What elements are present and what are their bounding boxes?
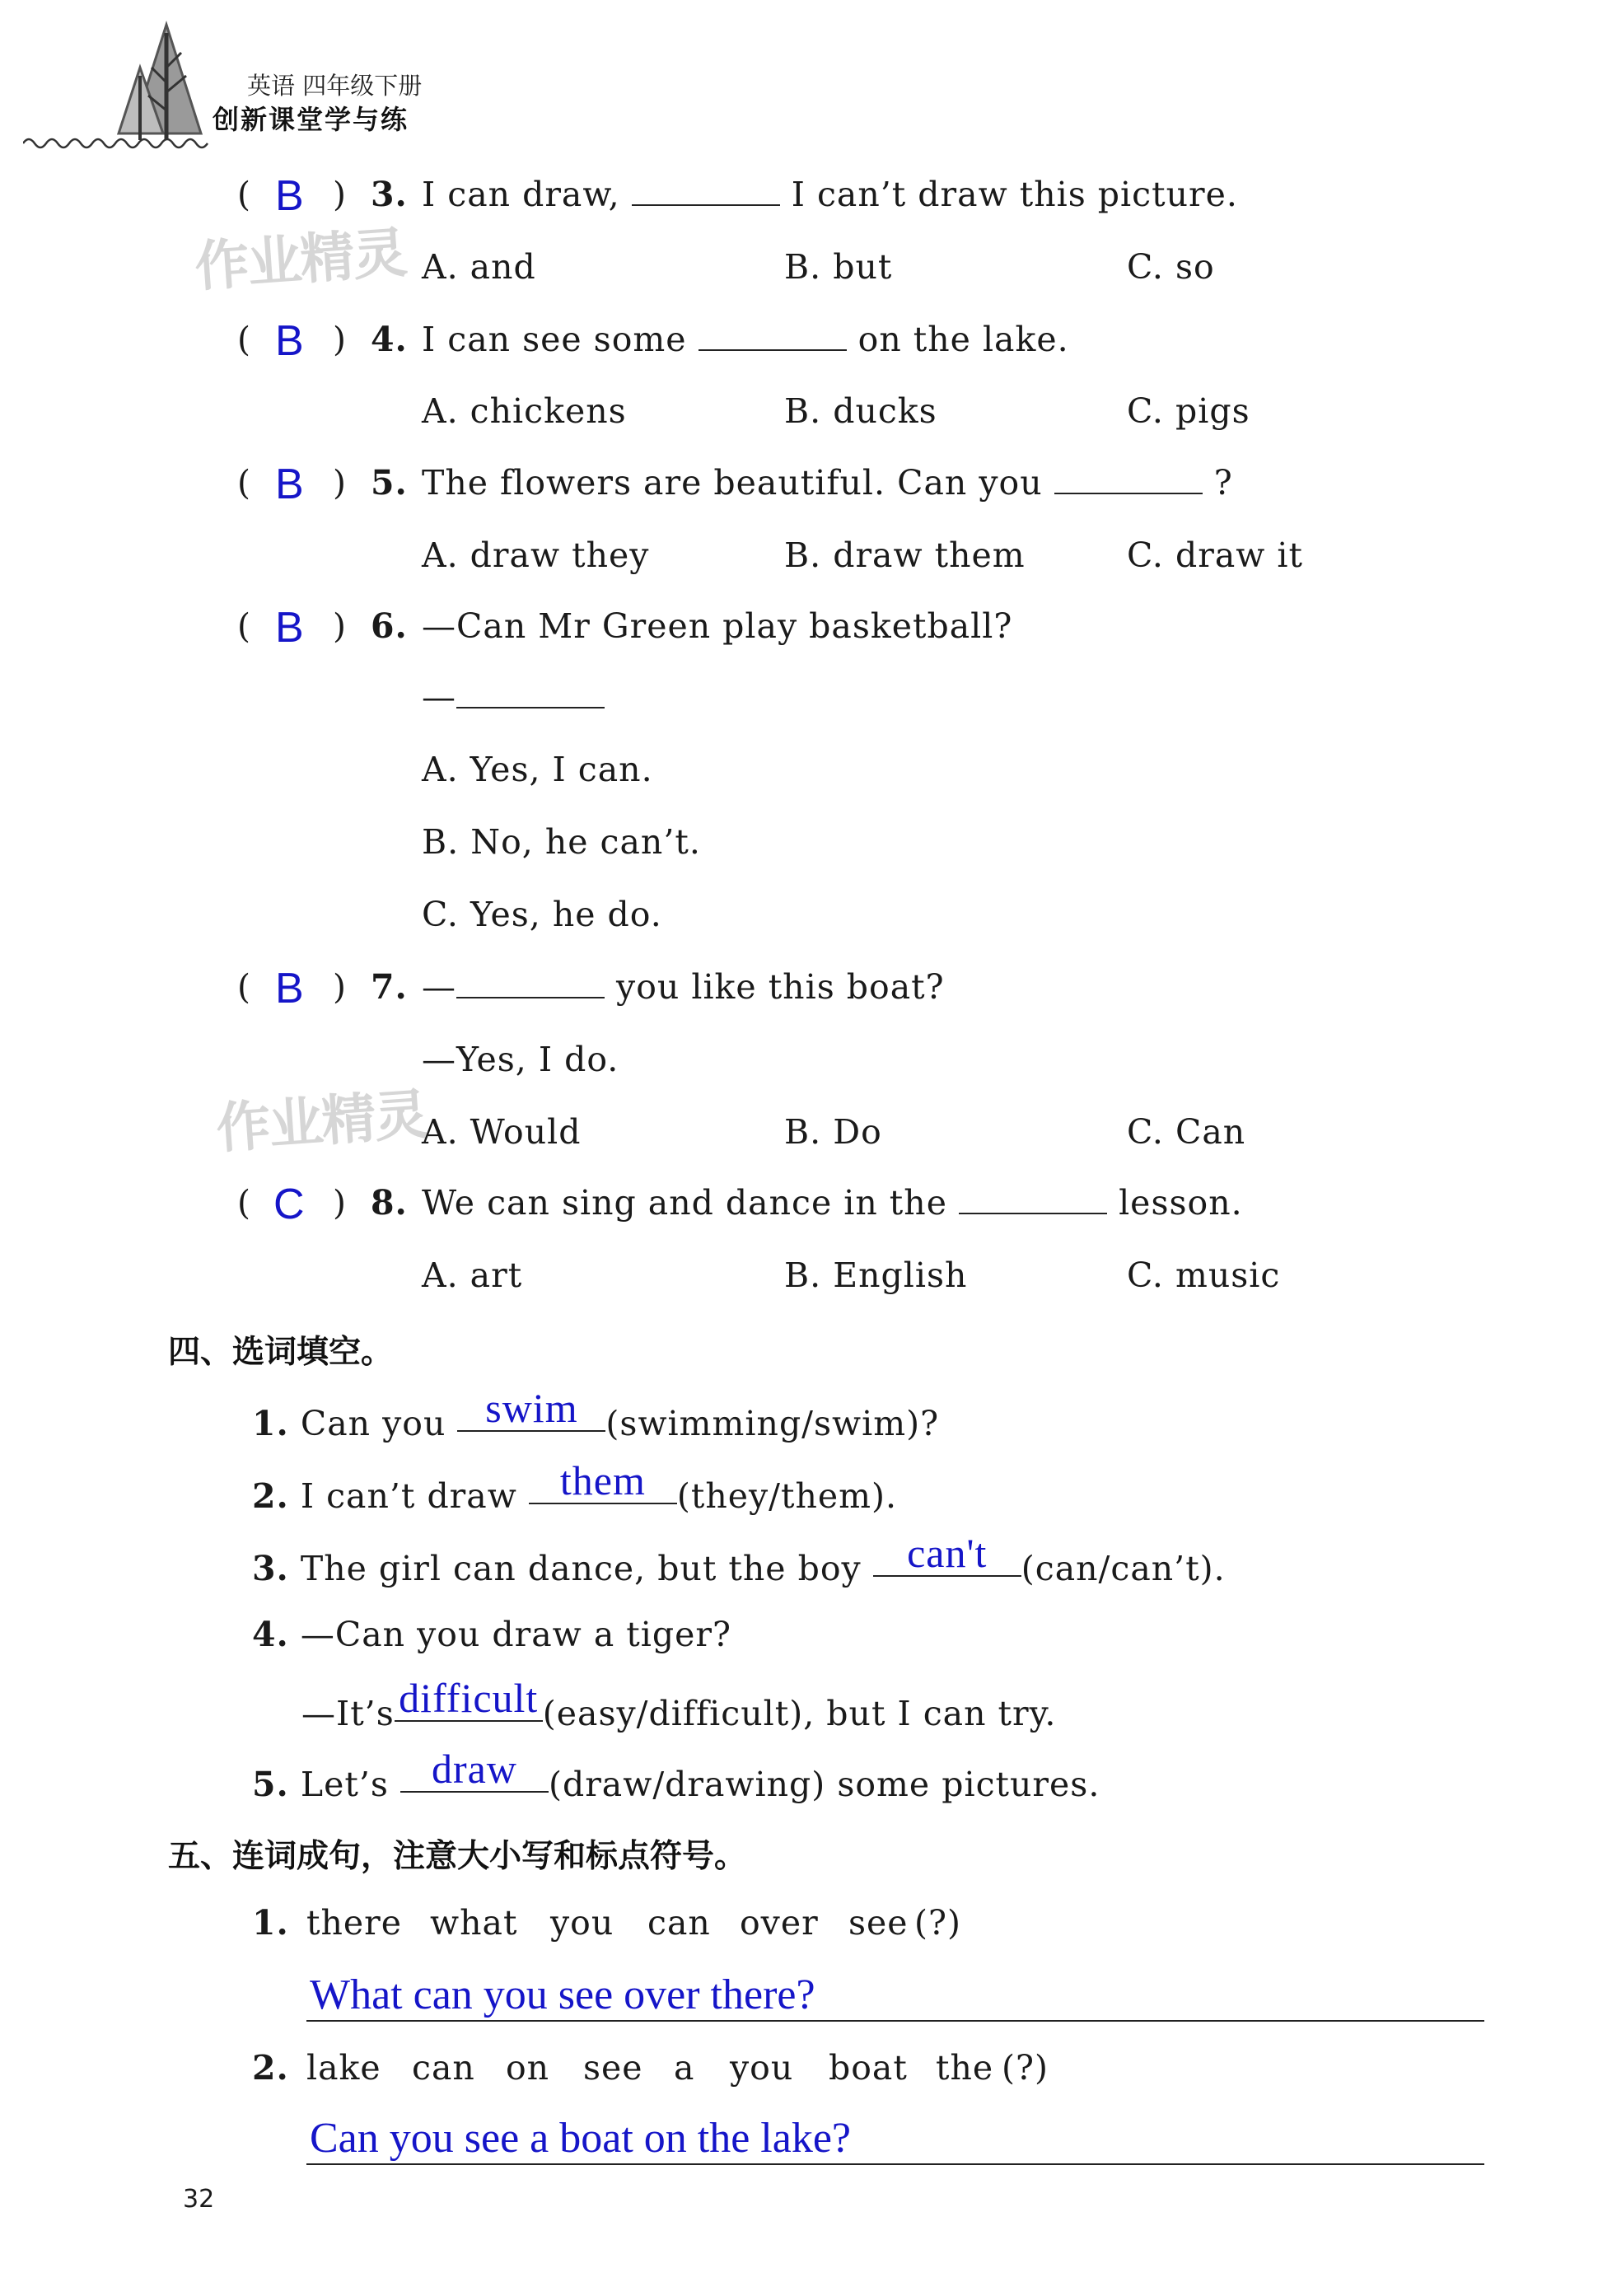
option-b: B. No, he can’t. bbox=[422, 822, 701, 862]
fill-item-3 bbox=[252, 1530, 1226, 1588]
scrambled-word: (?) bbox=[914, 1903, 961, 1943]
answer-letter: B bbox=[275, 172, 304, 220]
tree-logo-icon bbox=[115, 18, 222, 142]
question-stem-end: ? bbox=[1213, 463, 1233, 503]
option-b: B. but bbox=[784, 247, 893, 287]
question-number: 6. bbox=[371, 606, 408, 646]
scrambled-word: can bbox=[647, 1903, 711, 1943]
question-stem-end: you like this boat? bbox=[616, 967, 945, 1007]
sentence-answer: Can you see a boat on the lake? bbox=[310, 2115, 851, 2162]
scrambled-word: boat bbox=[829, 2048, 908, 2088]
fill-answer: difficult bbox=[399, 1675, 539, 1721]
scrambled-word: you bbox=[550, 1903, 614, 1943]
scrambled-word: over bbox=[740, 1903, 819, 1943]
question-reply: —Yes, I do. bbox=[422, 1040, 619, 1079]
scrambled-word: there bbox=[306, 1903, 403, 1943]
watermark: 作业精灵 bbox=[214, 1083, 429, 1161]
item-number: 1. bbox=[252, 1404, 289, 1443]
fill-answer: swim bbox=[485, 1385, 578, 1431]
worksheet-page: 英语 四年级下册 创新课堂学与练 作业精灵 作业精灵 ( B ) 3. I can draw, I can’t draw this picture. A. and B. but C. so ( B ) 4. I can see some on the lake. A. chickens B. ducks C. pigs ( B ) 5. The flowers are beautiful. Can you ? A. draw they B. draw them C. draw it ( B ) 6. —Can Mr Green play basketball? — A. Yes, I can. B. No, he can’t. C. Yes, he do. ( B ) 7. — you like this boat? —Yes, I do. A. Would B. Do C. Can ( C ) 8. We can sing and dance in the lesson. A. art B. English C. music 四、选词填空。 1. Can you swim (swimming/swim)? 2. I can’t draw them (they/them). 3. The girl can dance, but the boy can't (can/can’t). 4. —Can you draw a tiger? —It’s difficult (easy/difficult), but I can try. 5. Let’s draw (draw/drawing) some pictures. 五、连词成句，注意大小写和标点符号。 1. there what you can over see (?) What can you see over there? 2. lake can on see a you boat the (?) Can you see a boat on the lake? 32 bbox=[0, 0, 1612, 2296]
option-c: C. draw it bbox=[1127, 535, 1303, 575]
item-number: 3. bbox=[252, 1549, 289, 1588]
question-stem-end: I can’t draw this picture. bbox=[791, 175, 1238, 214]
option-b: B. English bbox=[784, 1256, 968, 1295]
reply-dash: — bbox=[422, 677, 456, 717]
item-choices: (draw/drawing) some pictures. bbox=[548, 1765, 1100, 1804]
item-choices: (swimming/swim)? bbox=[605, 1404, 940, 1443]
item-number: 2. bbox=[252, 2048, 289, 2088]
option-a: A. Would bbox=[422, 1112, 582, 1152]
question-stem: The flowers are beautiful. Can you bbox=[422, 463, 1043, 503]
question-stem: I can see some bbox=[422, 320, 687, 359]
answer-blank bbox=[699, 321, 847, 351]
scrambled-word: lake bbox=[306, 2048, 381, 2088]
scrambled-word: can bbox=[412, 2048, 475, 2088]
answer-letter: B bbox=[275, 965, 304, 1012]
option-c: C. Can bbox=[1127, 1112, 1246, 1152]
answer-letter: B bbox=[275, 604, 304, 652]
wave-divider bbox=[23, 133, 213, 152]
answer-blank bbox=[457, 1385, 605, 1432]
scrambled-word: see bbox=[583, 2048, 643, 2088]
item-choices: (they/them). bbox=[676, 1476, 898, 1516]
fill-answer: them bbox=[559, 1457, 646, 1503]
option-a: A. chickens bbox=[422, 391, 627, 431]
page-number: 32 bbox=[183, 2185, 215, 2214]
option-a: A. and bbox=[422, 247, 536, 287]
option-c: C. Yes, he do. bbox=[422, 895, 662, 934]
question-dash: — bbox=[422, 967, 456, 1007]
fill-answer: draw bbox=[431, 1746, 517, 1792]
answer-blank bbox=[873, 1530, 1021, 1577]
question-stem-end: on the lake. bbox=[857, 320, 1069, 359]
answer-letter: B bbox=[275, 317, 304, 365]
item-number: 4. bbox=[252, 1615, 289, 1654]
item-number: 2. bbox=[252, 1476, 289, 1516]
answer-blank bbox=[1054, 465, 1203, 494]
answer-blank bbox=[400, 1746, 549, 1793]
option-b: B. Do bbox=[784, 1112, 882, 1152]
option-b: B. draw them bbox=[784, 535, 1026, 575]
item-number: 5. bbox=[252, 1765, 289, 1804]
scrambled-word: on bbox=[506, 2048, 550, 2088]
scrambled-word: see bbox=[848, 1903, 909, 1943]
fill-answer: can't bbox=[907, 1530, 988, 1576]
option-c: C. so bbox=[1127, 247, 1215, 287]
answer-blank bbox=[529, 1457, 677, 1504]
watermark: 作业精灵 bbox=[193, 221, 408, 299]
fill-item-1 bbox=[252, 1385, 940, 1443]
option-a: A. Yes, I can. bbox=[422, 750, 653, 789]
answer-blank bbox=[632, 176, 780, 206]
answer-blank bbox=[456, 679, 605, 708]
option-b: B. ducks bbox=[784, 391, 937, 431]
option-c: C. pigs bbox=[1127, 391, 1250, 431]
item-prefix: Can you bbox=[300, 1404, 446, 1443]
option-a: A. draw they bbox=[422, 535, 650, 575]
item-choices: (can/can’t). bbox=[1021, 1549, 1226, 1588]
header-series-title: 创新课堂学与练 bbox=[213, 104, 409, 135]
section-5-title: 五、连词成句，注意大小写和标点符号。 bbox=[168, 1838, 747, 1875]
option-c: C. music bbox=[1127, 1256, 1281, 1295]
answer-blank bbox=[959, 1185, 1107, 1214]
fill-item-2 bbox=[252, 1457, 898, 1516]
item-prefix: I can’t draw bbox=[300, 1476, 517, 1516]
scrambled-word: a bbox=[674, 2048, 695, 2088]
item-number: 1. bbox=[252, 1903, 289, 1943]
option-a: A. art bbox=[422, 1256, 523, 1295]
item-prefix: The girl can dance, but the boy bbox=[300, 1549, 862, 1588]
fill-item-4 bbox=[252, 1615, 731, 1654]
item-prefix: Let’s bbox=[300, 1765, 389, 1804]
answer-blank bbox=[395, 1675, 543, 1722]
question-number: 4. bbox=[371, 320, 408, 359]
item-prefix: —Can you draw a tiger? bbox=[300, 1615, 731, 1654]
question-stem-end: lesson. bbox=[1119, 1183, 1243, 1223]
fill-item-4-reply bbox=[301, 1675, 1057, 1733]
answer-letter: B bbox=[275, 461, 304, 508]
question-stem: We can sing and dance in the bbox=[422, 1183, 947, 1223]
answer-letter: C bbox=[273, 1181, 305, 1228]
question-number: 8. bbox=[371, 1183, 408, 1223]
item-prefix: —It’s bbox=[301, 1694, 395, 1733]
header-subject: 英语 四年级下册 bbox=[247, 72, 423, 100]
answer-blank bbox=[456, 969, 605, 998]
fill-item-5 bbox=[252, 1746, 1100, 1804]
question-number: 3. bbox=[371, 175, 408, 214]
question-stem: I can draw, bbox=[422, 175, 620, 214]
question-number: 7. bbox=[371, 967, 408, 1007]
scrambled-word: what bbox=[430, 1903, 518, 1943]
scrambled-word: the bbox=[936, 2048, 994, 2088]
question-number: 5. bbox=[371, 463, 408, 503]
sentence-answer: What can you see over there? bbox=[310, 1971, 815, 2018]
scrambled-word: (?) bbox=[1002, 2048, 1049, 2088]
item-choices: (easy/difficult), but I can try. bbox=[542, 1694, 1057, 1733]
scrambled-word: you bbox=[730, 2048, 794, 2088]
section-4-title: 四、选词填空。 bbox=[168, 1334, 394, 1371]
question-stem: —Can Mr Green play basketball? bbox=[422, 606, 1013, 646]
